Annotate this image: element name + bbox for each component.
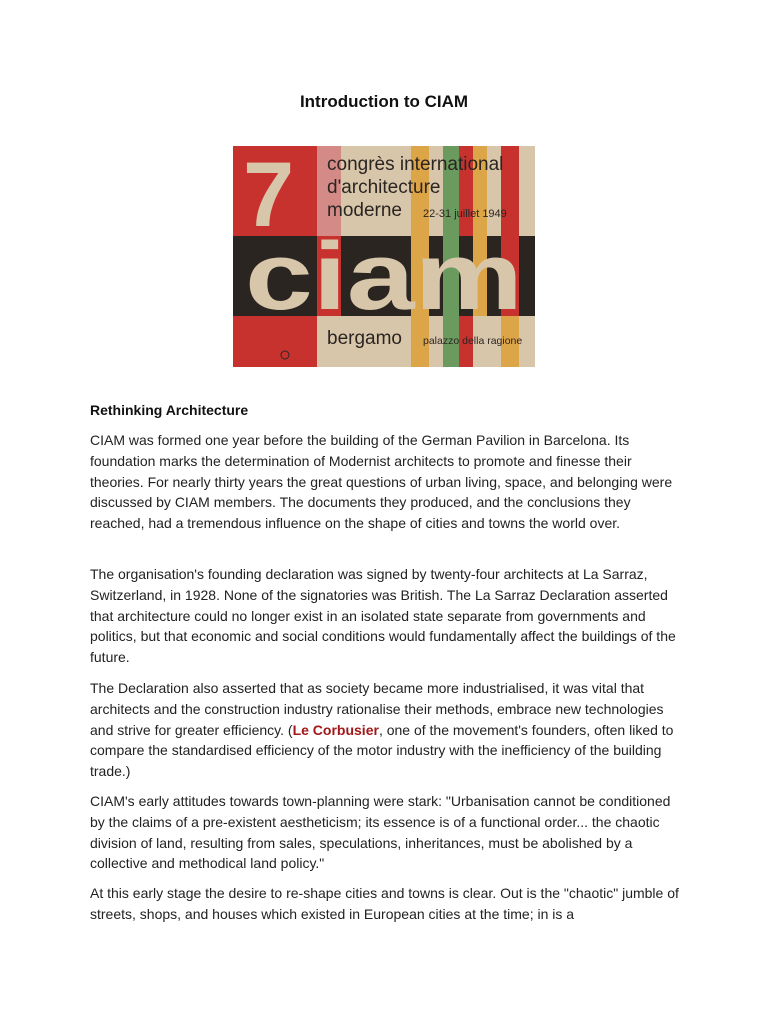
paragraph-2: The organisation's founding declaration was signed by twenty-four architects at La Sarraz, Switzerland, in 1928. None of the signatories was British. The La Sarraz Declaration asserted that architecture could no longer exist in an isolated state separate from governments and politics, but that economic and social conditions would fundamentally affect the buildings of the future.: [90, 566, 676, 666]
paragraph-1: CIAM was formed one year before the building of the German Pavilion in Barcelona. Its foundation marks the determination of Modernist architects to promote and finesse their theories. For nearly thirty years the great questions of urban living, space, and belonging were discussed by CIAM members. The documents they produced, and the conclusions they reached, had a tremendous influence on the shape of cities and towns the world over.: [90, 432, 673, 532]
poster-logo: ciam: [245, 223, 523, 330]
poster-number: 7: [243, 146, 295, 246]
paragraph-3: [90, 678, 680, 782]
section-heading: Rethinking Architecture: [90, 402, 249, 418]
poster-venue: palazzo della ragione: [423, 335, 523, 347]
poster-city: bergamo: [327, 328, 402, 349]
paragraph-4: CIAM's early attitudes towards town-planning were stark: "Urbanisation cannot be conditioned by the claims of a pre-existent aestheticism; its essence is of a functional order... the chaotic division of land, resulting from sales, speculations, inheritances, must be abolished by a collective and methodical land policy.": [90, 793, 671, 872]
document-title: Introduction to CIAM: [299, 92, 469, 111]
poster-line1: congrès international: [327, 154, 504, 175]
paragraph-3-text-before: The Declaration also asserted that as society became more industrialised, it was vital that architects and the construction industry rationalise their methods, embrace new technologies and strive for greater efficiency. (: [90, 680, 664, 738]
poster-line3: moderne: [327, 200, 402, 221]
ciam-poster-image: [233, 146, 535, 367]
le-corbusier-link[interactable]: Le Corbusier: [292, 721, 379, 738]
poster-graphic: [233, 146, 535, 367]
poster-dates: 22-31 juillet 1949: [423, 208, 507, 220]
paragraph-3-text-after: , one of the movement's founders, often liked to compare the standardised efficiency of the motor industry with the inefficiency of the building trade.): [90, 721, 674, 780]
paragraph-5: At this early stage the desire to re-shape cities and towns is clear. Out is the "chaotic" jumble of streets, shops, and houses which existed in European cities at the time; in is a: [90, 885, 679, 922]
poster-line2: d'architecture: [327, 177, 441, 198]
